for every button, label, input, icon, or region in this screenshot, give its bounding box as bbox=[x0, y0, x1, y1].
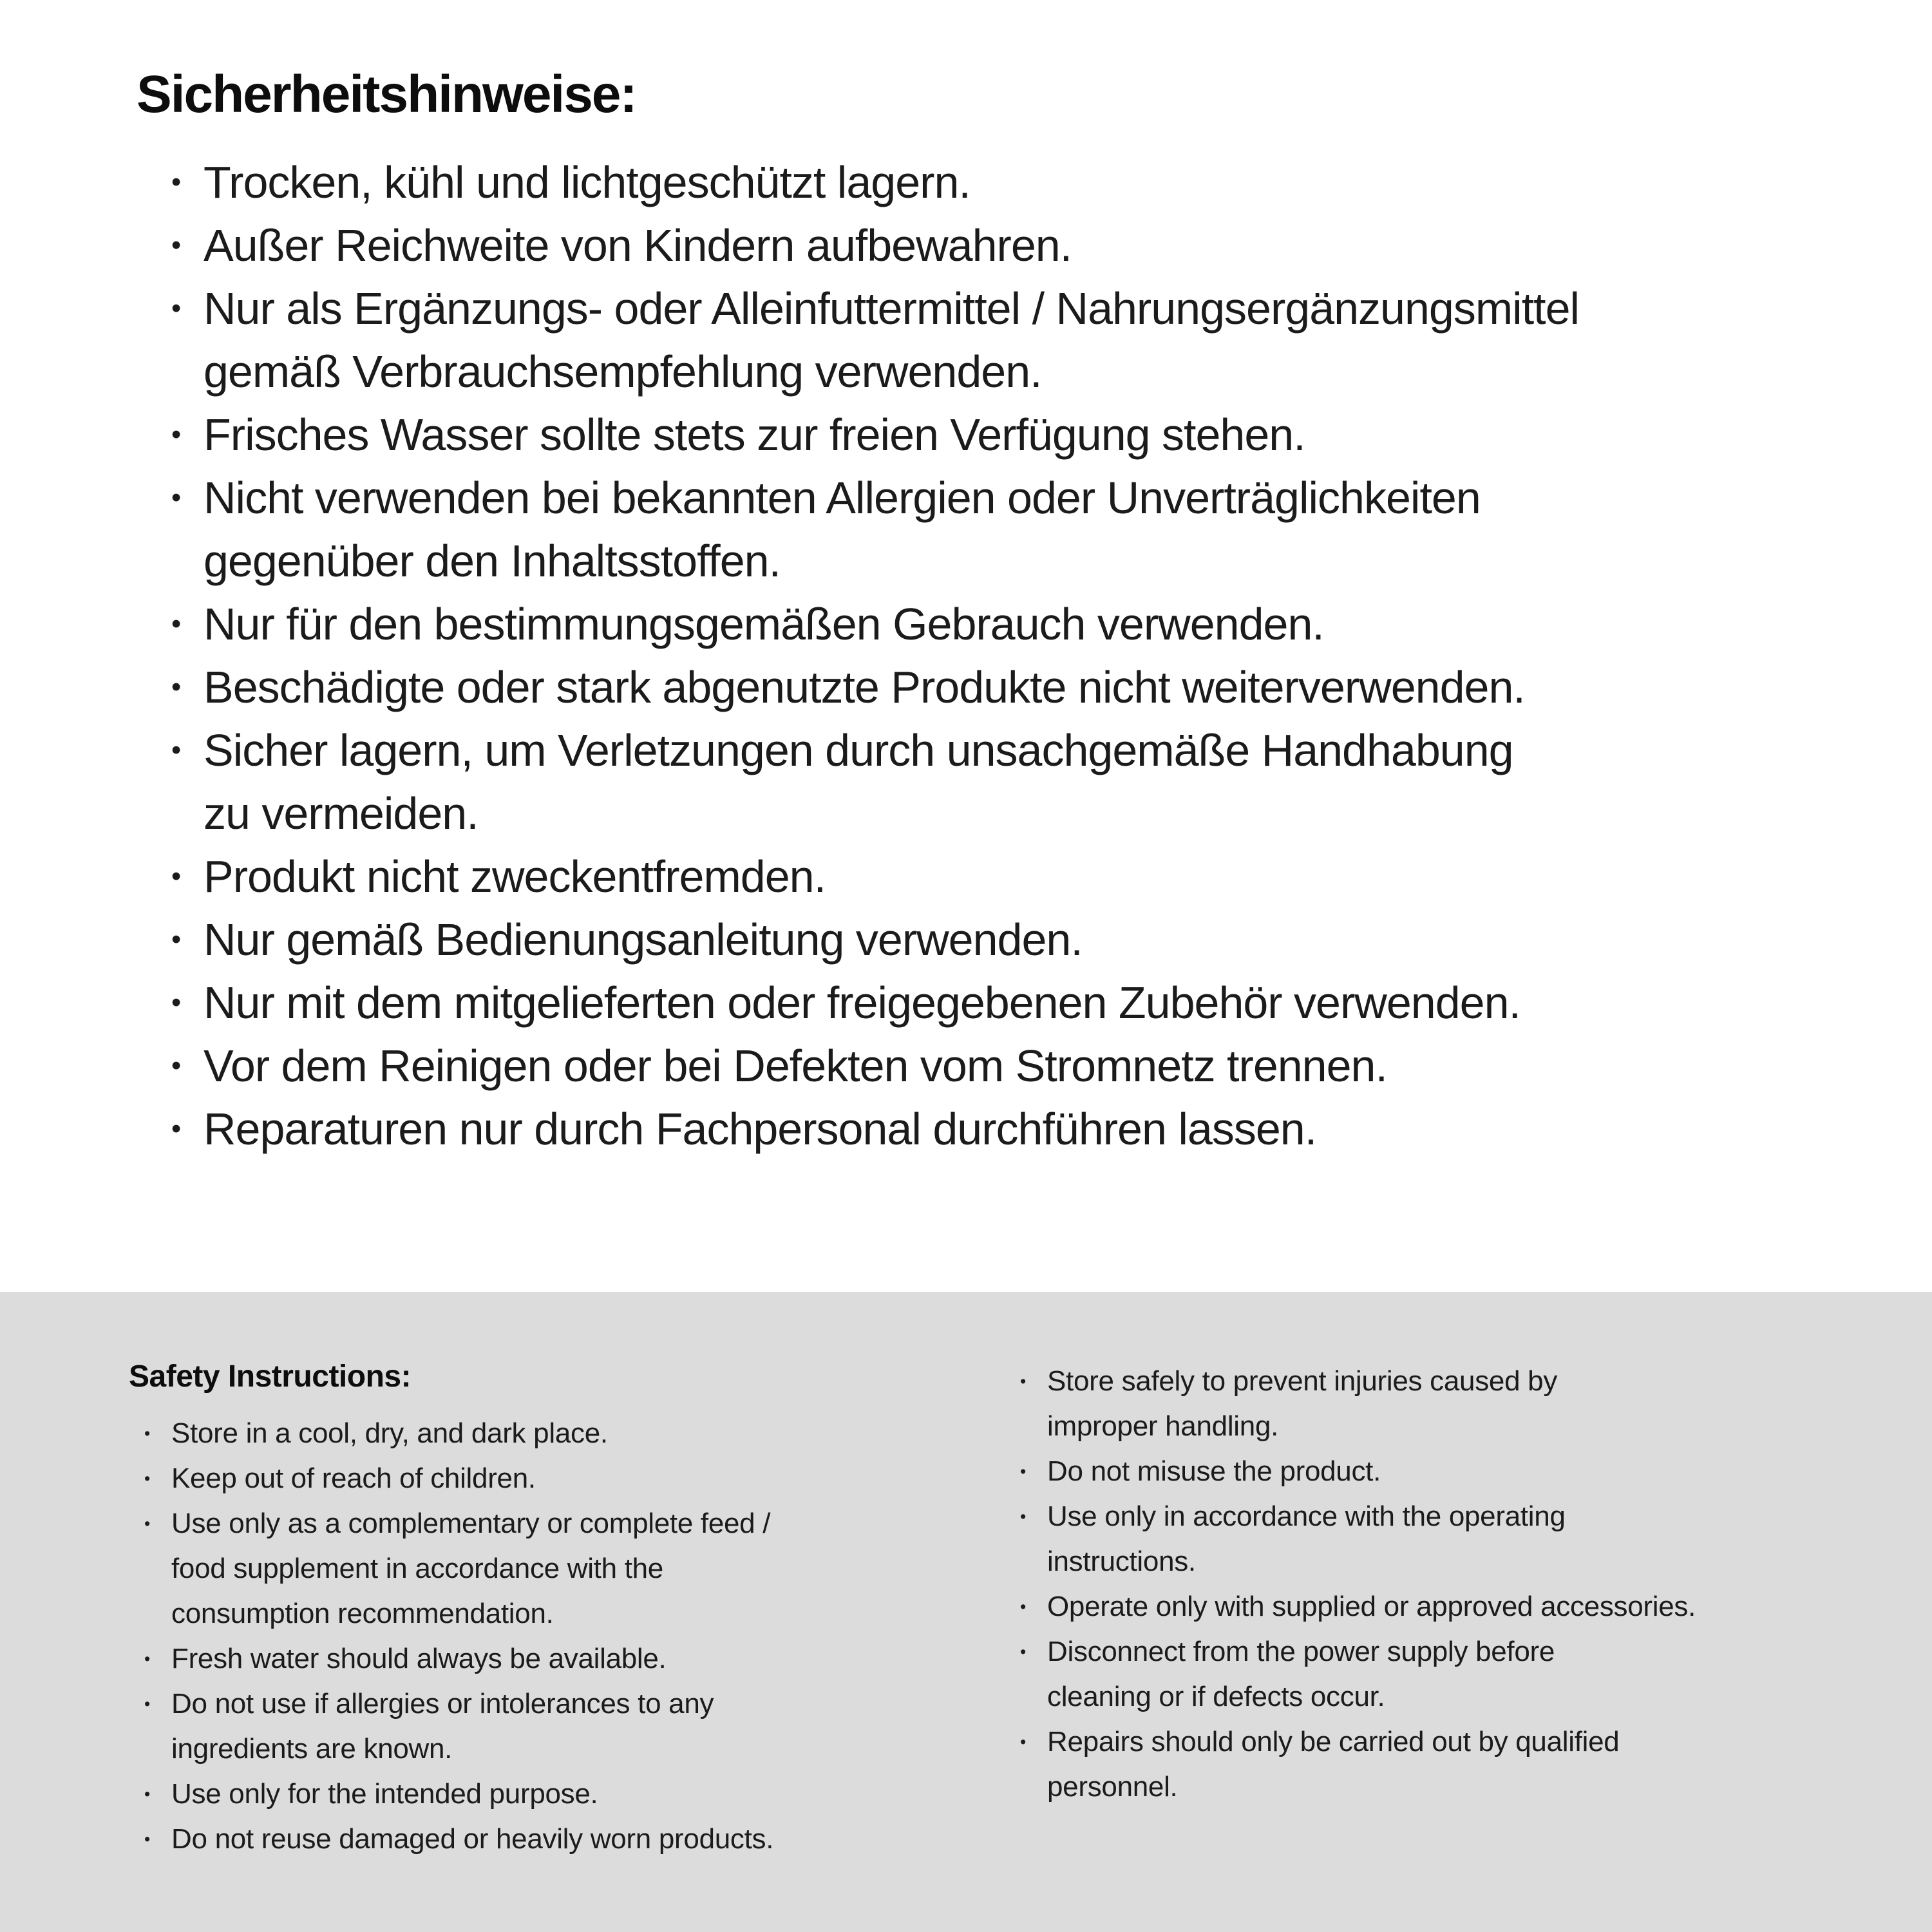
bullet-icon: • bbox=[144, 1694, 150, 1714]
list-item bbox=[1020, 1359, 1696, 1449]
bullet-text: Reparaturen nur durch Fachpersonal durchführen lassen. bbox=[204, 1104, 1317, 1154]
german-bullet-list bbox=[171, 151, 1794, 1160]
bullet-text: Operate only with supplied or approved accessories. bbox=[1047, 1591, 1696, 1622]
bullet-text: Do not use if allergies or intolerances to any ingredients are known. bbox=[171, 1688, 714, 1765]
english-title: Safety Instructions: bbox=[129, 1359, 412, 1394]
list-item bbox=[171, 277, 1794, 403]
list-item bbox=[171, 845, 1794, 908]
list-item bbox=[1020, 1629, 1696, 1719]
bullet-icon: • bbox=[171, 861, 181, 892]
english-left-bullet-list bbox=[144, 1411, 885, 1862]
bullet-icon: • bbox=[171, 609, 181, 639]
list-item bbox=[1020, 1584, 1696, 1629]
bullet-text: Fresh water should always be available. bbox=[171, 1643, 667, 1674]
english-left-column bbox=[129, 1359, 1020, 1862]
bullet-text: Vor dem Reinigen oder bei Defekten vom Stromnetz trennen. bbox=[204, 1041, 1387, 1091]
bullet-icon: • bbox=[144, 1785, 150, 1804]
bullet-text: Nur als Ergänzungs- oder Alleinfuttermittel / Nahrungsergänzungsmittel gemäß Verbrauchsempfehlung verwenden. bbox=[204, 283, 1580, 397]
english-right-bullet-list bbox=[1020, 1359, 1696, 1810]
bullet-icon: • bbox=[1020, 1642, 1026, 1662]
list-item bbox=[144, 1817, 885, 1862]
bullet-text: Beschädigte oder stark abgenutzte Produkte nicht weiterverwenden. bbox=[204, 662, 1525, 712]
bullet-text: Nur gemäß Bedienungsanleitung verwenden. bbox=[204, 914, 1083, 965]
german-title: Sicherheitshinweise: bbox=[137, 65, 636, 124]
bullet-icon: • bbox=[1020, 1732, 1026, 1752]
list-item bbox=[171, 1097, 1794, 1160]
bullet-icon: • bbox=[144, 1649, 150, 1669]
list-item bbox=[171, 908, 1794, 971]
bullet-icon: • bbox=[171, 482, 181, 513]
bullet-text: Nicht verwenden bei bekannten Allergien oder Unverträglichkeiten gegenüber den Inhaltsstoffen. bbox=[204, 473, 1481, 586]
bullet-text: Use only for the intended purpose. bbox=[171, 1778, 598, 1810]
bullet-text: Do not misuse the product. bbox=[1047, 1455, 1381, 1487]
list-item bbox=[171, 466, 1794, 592]
bullet-icon: • bbox=[171, 672, 181, 703]
bullet-icon: • bbox=[171, 293, 181, 324]
list-item bbox=[144, 1772, 885, 1817]
bullet-icon: • bbox=[1020, 1597, 1026, 1616]
list-item bbox=[144, 1411, 885, 1456]
bullet-icon: • bbox=[144, 1514, 150, 1533]
bullet-icon: • bbox=[171, 1113, 181, 1144]
bullet-icon: • bbox=[171, 230, 181, 261]
bullet-text: Do not reuse damaged or heavily worn products. bbox=[171, 1823, 774, 1855]
bullet-icon: • bbox=[171, 167, 181, 198]
bullet-text: Trocken, kühl und lichtgeschützt lagern. bbox=[204, 157, 971, 207]
list-item bbox=[171, 656, 1794, 719]
bullet-icon: • bbox=[171, 924, 181, 955]
bullet-text: Disconnect from the power supply before cleaning or if defects occur. bbox=[1047, 1636, 1555, 1712]
list-item bbox=[171, 592, 1794, 656]
bullet-text: Produkt nicht zweckentfremden. bbox=[204, 851, 826, 902]
bullet-icon: • bbox=[171, 735, 181, 766]
bullet-text: Nur für den bestimmungsgemäßen Gebrauch verwenden. bbox=[204, 599, 1324, 649]
list-item bbox=[144, 1681, 885, 1772]
bullet-icon: • bbox=[144, 1830, 150, 1849]
bullet-icon: • bbox=[144, 1424, 150, 1443]
list-item bbox=[1020, 1494, 1696, 1584]
english-section bbox=[0, 1292, 1932, 1932]
list-item bbox=[171, 403, 1794, 466]
bullet-text: Außer Reichweite von Kindern aufbewahren. bbox=[204, 220, 1072, 270]
bullet-text: Store in a cool, dry, and dark place. bbox=[171, 1417, 608, 1449]
bullet-text: Frisches Wasser sollte stets zur freien Verfügung stehen. bbox=[204, 410, 1305, 460]
bullet-icon: • bbox=[1020, 1462, 1026, 1481]
english-right-column bbox=[1020, 1359, 1896, 1810]
bullet-icon: • bbox=[1020, 1507, 1026, 1526]
list-item bbox=[171, 719, 1794, 845]
bullet-icon: • bbox=[171, 1050, 181, 1081]
bullet-text: Sicher lagern, um Verletzungen durch unsachgemäße Handhabung zu vermeiden. bbox=[204, 725, 1513, 838]
list-item bbox=[171, 214, 1794, 277]
bullet-text: Store safely to prevent injuries caused by improper handling. bbox=[1047, 1365, 1558, 1442]
bullet-icon: • bbox=[171, 419, 181, 450]
bullet-icon: • bbox=[171, 987, 181, 1018]
bullet-text: Keep out of reach of children. bbox=[171, 1463, 536, 1494]
bullet-text: Nur mit dem mitgelieferten oder freigegebenen Zubehör verwenden. bbox=[204, 978, 1520, 1028]
list-item bbox=[144, 1636, 885, 1681]
list-item bbox=[171, 971, 1794, 1034]
list-item bbox=[171, 151, 1794, 214]
bullet-icon: • bbox=[144, 1469, 150, 1488]
list-item bbox=[1020, 1449, 1696, 1494]
bullet-icon: • bbox=[1020, 1372, 1026, 1391]
list-item bbox=[144, 1456, 885, 1501]
list-item bbox=[1020, 1719, 1696, 1810]
bullet-text: Use only in accordance with the operating instructions. bbox=[1047, 1501, 1566, 1577]
bullet-text: Use only as a complementary or complete feed / food supplement in accordance with the consumption recommendation. bbox=[171, 1508, 771, 1629]
list-item bbox=[144, 1501, 885, 1636]
list-item bbox=[171, 1034, 1794, 1097]
bullet-text: Repairs should only be carried out by qualified personnel. bbox=[1047, 1726, 1620, 1803]
